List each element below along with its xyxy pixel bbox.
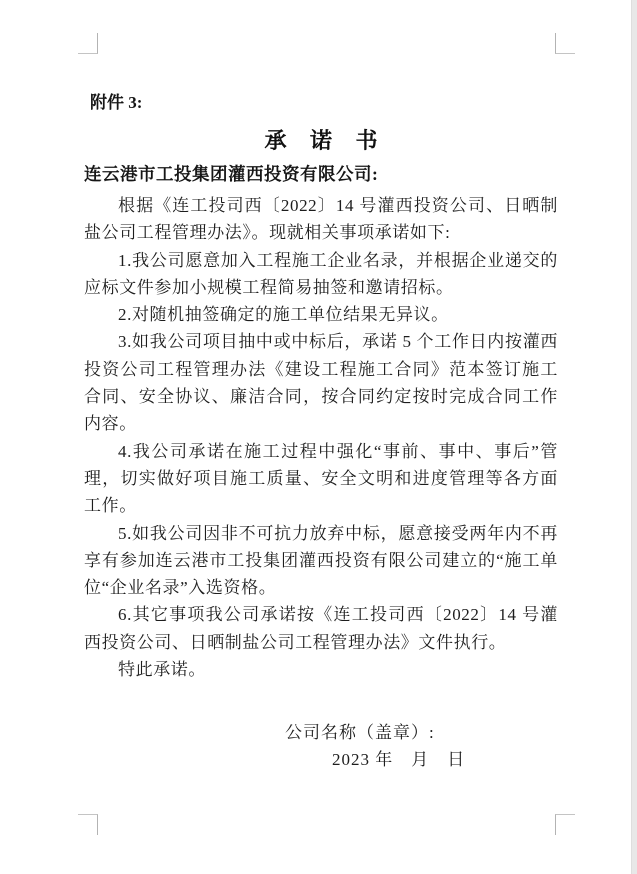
paragraph: 1.我公司愿意加入工程施工企业名录，并根据企业递交的应标文件参加小规模工程简易抽签和邀请招标。 (84, 250, 558, 297)
margin-crop-mark-bottom-right (555, 814, 575, 835)
document-content (84, 0, 558, 773)
margin-crop-mark-bottom-left (78, 814, 98, 835)
document-title: 承 诺 书 (264, 128, 387, 153)
page-right-edge-strip (631, 0, 637, 874)
signature-company-label: 公司名称（盖章）: (285, 723, 435, 743)
paragraph: 特此承诺。 (118, 660, 206, 680)
signature-date-line: 2023 年 月 日 (332, 750, 466, 770)
paragraph: 4.我公司承诺在施工过程中强化“事前、事中、事后”管理，切实做好项目施工质量、安全文明和进度管理等各方面工作。 (84, 441, 558, 516)
recipient-line: 连云港市工投集团灌西投资有限公司: (84, 164, 379, 184)
paragraph: 5.如我公司因非不可抗力放弃中标，愿意接受两年内不再享有参加连云港市工投集团灌西投资有限公司建立的“施工单位“企业名录”入选资格。 (84, 523, 558, 598)
attachment-label: 附件 3: (90, 93, 143, 112)
paragraph: 6.其它事项我公司承诺按《连工投司西〔2022〕14 号灌西投资公司、日晒制盐公司工程管理办法》文件执行。 (84, 605, 558, 652)
document-body (84, 192, 558, 683)
paragraph: 3.如我公司项目抽中或中标后，承诺 5 个工作日内按灌西投资公司工程管理办法《建设工程施工合同》范本签订施工合同、安全协议、廉洁合同，按合同约定按时完成合同工作内容。 (84, 332, 558, 434)
paragraph: 2.对随机抽签确定的施工单位结果无异议。 (118, 305, 449, 325)
margin-crop-mark-top-right (555, 33, 575, 54)
paragraph: 根据《连工投司西〔2022〕14 号灌西投资公司、日晒制盐公司工程管理办法》。现就相关事项承诺如下: (84, 196, 558, 243)
